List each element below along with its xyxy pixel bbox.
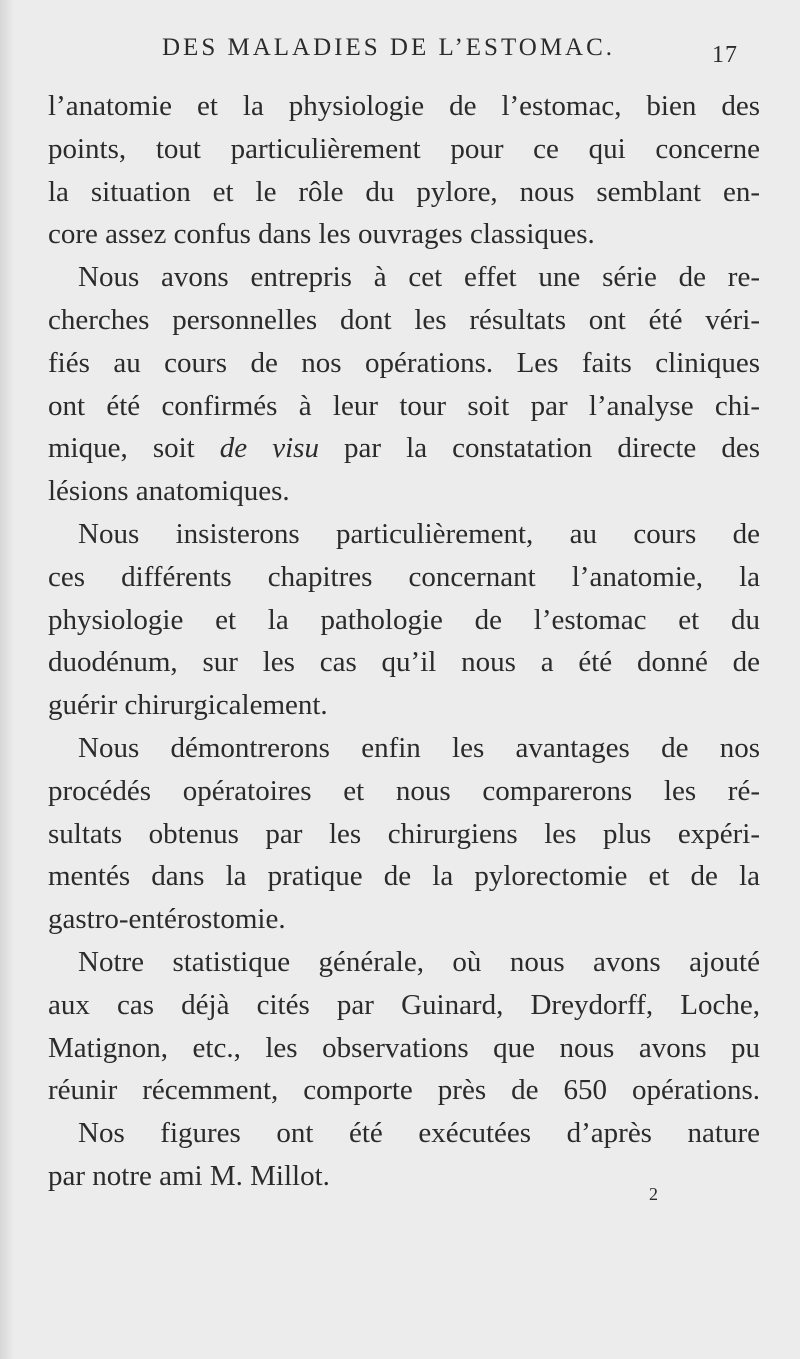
text-line: gastro-entérostomie. [48, 903, 286, 936]
text-line: lésions anatomiques. [48, 475, 290, 508]
text-line: Notre statistique générale, où nous avons ajouté [78, 945, 760, 978]
text-line: procédés opératoires et nous comparerons les ré- [48, 774, 760, 807]
text-line: ont été confirmés à leur tour soit par l’analyse chi- [48, 389, 760, 422]
italic-phrase: de visu [219, 432, 319, 465]
text-line: Matignon, etc., les observations que nous avons pu [48, 1031, 760, 1064]
text-line: physiologie et la pathologie de l’estomac et du [48, 603, 760, 636]
text-line: aux cas déjà cités par Guinard, Dreydorff, Loche, [48, 988, 760, 1021]
text-line: fiés au cours de nos opérations. Les faits cliniques [48, 346, 760, 379]
text-line: par notre ami M. Millot. [48, 1159, 330, 1192]
page-number: 17 [712, 42, 738, 68]
running-head [0, 32, 800, 72]
signature-mark: 2 [649, 1184, 658, 1204]
text-line: points, tout particulièrement pour ce qui concerne [48, 132, 760, 165]
text-line: sultats obtenus par les chirurgiens les plus expéri- [48, 817, 760, 850]
text-line: cherches personnelles dont les résultats ont été véri- [48, 303, 760, 336]
text-line: Nous démontrerons enfin les avantages de nos [78, 731, 760, 764]
page-edge-shadow [0, 0, 14, 1359]
body-text [48, 85, 760, 1198]
text-line: duodénum, sur les cas qu’il nous a été donné de [48, 646, 760, 679]
text-line: la situation et le rôle du pylore, nous semblant en- [48, 175, 760, 208]
text-line: guérir chirurgicalement. [48, 689, 328, 722]
text-line: Nous insisterons particulièrement, au cours de [78, 517, 760, 550]
text-line: Nos figures ont été exécutées d’après nature [78, 1117, 760, 1150]
text-segment: mique, soit [48, 432, 220, 465]
running-head-title: DES MALADIES DE L’ESTOMAC. [162, 34, 616, 61]
text-line: ces différents chapitres concernant l’anatomie, la [48, 560, 760, 593]
text-line: mentés dans la pratique de la pylorectomie et de la [48, 860, 760, 893]
text-line: Nous avons entrepris à cet effet une série de re- [78, 261, 760, 294]
text-line: l’anatomie et la physiologie de l’estomac, bien des [48, 90, 760, 122]
text-line: core assez confus dans les ouvrages classiques. [48, 218, 595, 251]
text-line [48, 427, 760, 470]
text-segment: par la constatation directe des [318, 432, 760, 465]
text-line: réunir récemment, comporte près de 650 opérations. [48, 1074, 760, 1107]
